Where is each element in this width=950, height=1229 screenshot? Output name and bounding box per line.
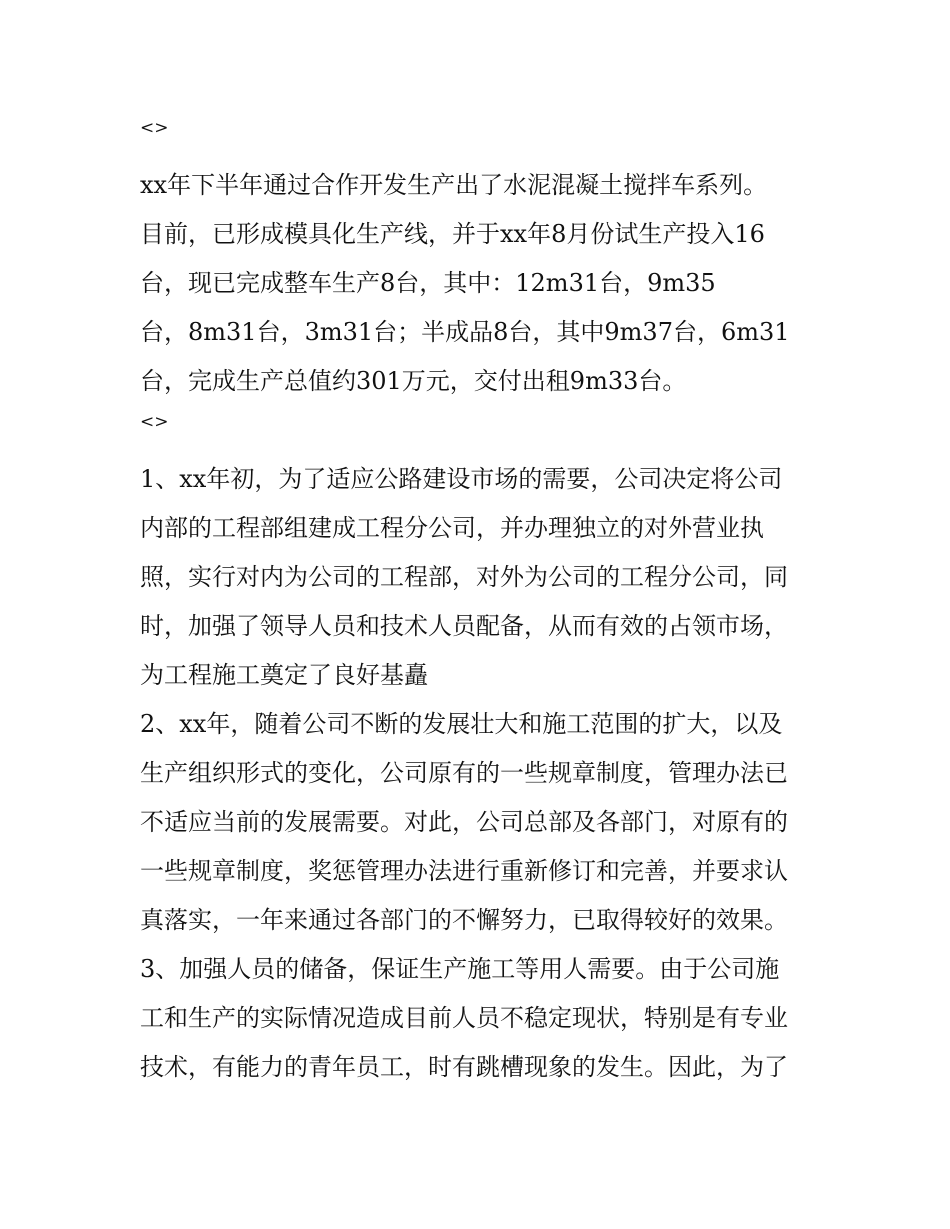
paragraph-line: 真落实，一年来通过各部门的不懈努力，已取得较好的效果。 <box>140 906 788 934</box>
paragraph-line: 为工程施工奠定了良好基矗 <box>140 661 428 689</box>
paragraph-line: 工和生产的实际情况造成目前人员不稳定现状，特别是有专业 <box>140 1004 788 1032</box>
paragraph-line: 一些规章制度，奖惩管理办法进行重新修订和完善，并要求认 <box>140 857 788 885</box>
paragraph-line: 技术，有能力的青年员工，时有跳槽现象的发生。因此，为了 <box>140 1053 788 1081</box>
section-marker: <> <box>140 412 169 432</box>
section-marker: <> <box>140 118 169 138</box>
paragraph-line: 台，8m31台，3m31台；半成品8台，其中9m37台，6m31 <box>140 318 790 346</box>
paragraph-line: 生产组织形式的变化，公司原有的一些规章制度，管理办法已 <box>140 759 788 787</box>
paragraph-line: 3、加强人员的储备，保证生产施工等用人需要。由于公司施 <box>140 955 780 983</box>
paragraph-line: 台，完成生产总值约301万元，交付出租9m33台。 <box>140 367 687 395</box>
paragraph-line: 时，加强了领导人员和技术人员配备，从而有效的占领市场， <box>140 612 788 640</box>
paragraph-line: 照，实行对内为公司的工程部，对外为公司的工程分公司，同 <box>140 563 788 591</box>
paragraph-line: 台，现已完成整车生产8台，其中：12m31台，9m35 <box>140 269 716 297</box>
document-body <box>140 112 820 1092</box>
paragraph-line: 目前，已形成模具化生产线，并于xx年8月份试生产投入16 <box>140 220 765 248</box>
paragraph-line: 不适应当前的发展需要。对此，公司总部及各部门，对原有的 <box>140 808 788 836</box>
paragraph-line: xx年下半年通过合作开发生产出了水泥混凝土搅拌车系列。 <box>140 171 768 199</box>
paragraph-line: 2、xx年，随着公司不断的发展壮大和施工范围的扩大，以及 <box>140 710 783 738</box>
paragraph-line: 1、xx年初，为了适应公路建设市场的需要，公司决定将公司 <box>140 465 783 493</box>
paragraph-line: 内部的工程部组建成工程分公司，并办理独立的对外营业执 <box>140 514 764 542</box>
